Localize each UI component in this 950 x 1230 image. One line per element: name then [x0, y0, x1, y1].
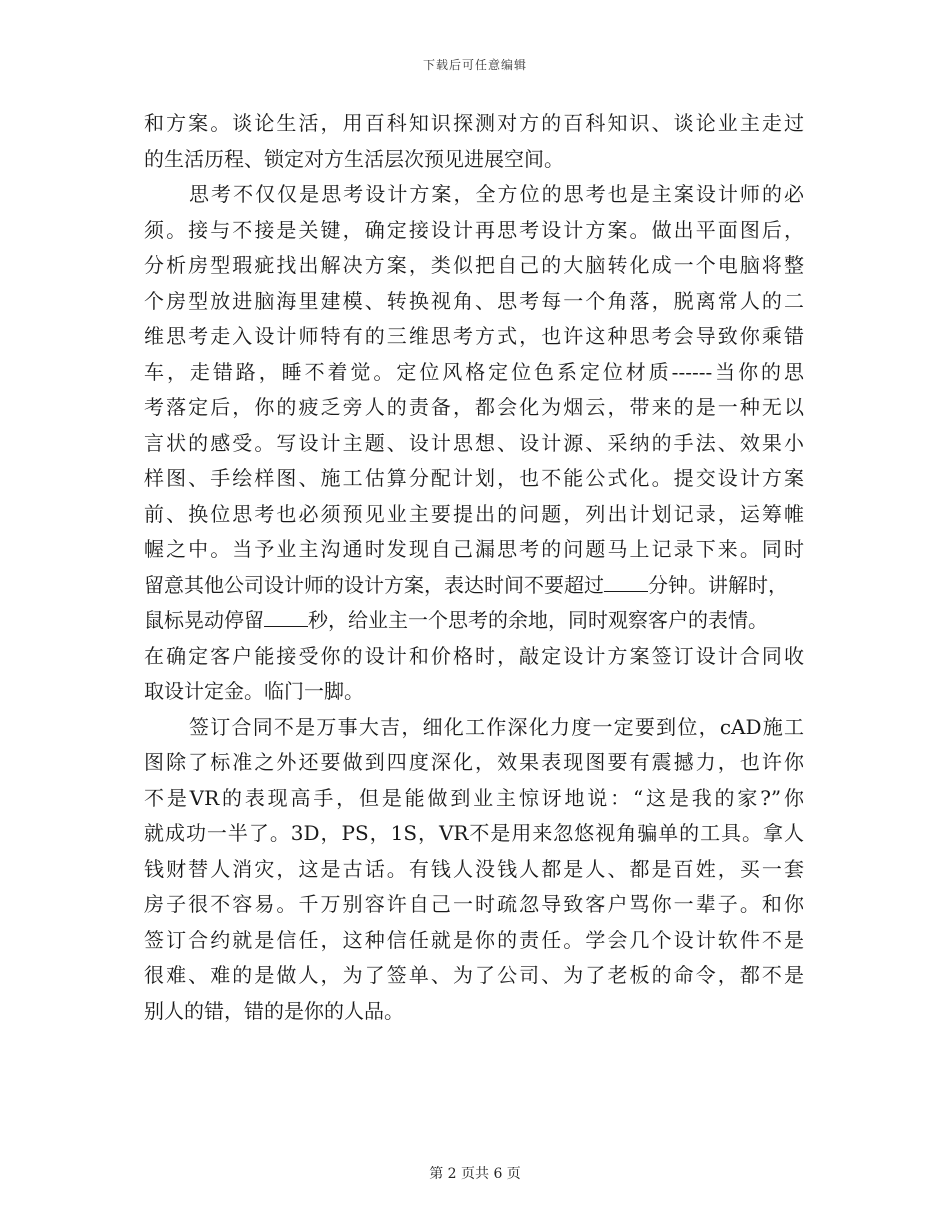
text-line — [144, 568, 804, 604]
text-segment: 分钟。讲解时， — [648, 572, 788, 597]
text-line: 钱财替人消灾，这是古话。有钱人没钱人都是人、都是百姓，买一套 — [144, 856, 804, 881]
paragraph — [144, 177, 804, 710]
text-line: 不是VR的表现高手，但是能做到业主惊讶地说：“这是我的家?”你 — [144, 785, 804, 810]
fill-in-blank — [264, 608, 308, 627]
page-footer: 第 2 页共 6 页 — [429, 1166, 521, 1182]
text-line: 考落定后，你的疲乏旁人的责备，都会化为烟云，带来的是一种无以 — [144, 395, 804, 419]
paragraph — [144, 710, 804, 1030]
page-header: 下载后可任意编辑 — [422, 58, 527, 72]
text-line: 和方案。谈论生活，用百科知识探测对方的百科知识、谈论业主走过 — [144, 111, 804, 135]
text-line: 幄之中。当予业主沟通时发现自己漏思考的问题马上记录下来。同时 — [144, 537, 804, 561]
text-line: 房子很不容易。千万别容许自己一时疏忽导致客户骂你一辈子。和你 — [144, 892, 804, 916]
text-segment: 留意其他公司设计师的设计方案，表达时间不要超过 — [144, 572, 604, 597]
text-line: 个房型放进脑海里建模、转换视角、思考每一个角落，脱离常人的二 — [144, 288, 804, 313]
text-line — [144, 603, 804, 639]
text-line: 就成功一半了。3D，PS，1S，VR不是用来忽悠视角骗单的工具。拿人 — [144, 821, 804, 845]
text-segment: 鼠标晃动停留 — [144, 608, 264, 632]
text-line: 签订合约就是信任，这种信任就是你的责任。学会几个设计软件不是 — [144, 927, 804, 952]
text-line: 取设计定金。临门一脚。 — [144, 679, 364, 703]
text-line: 样图、手绘样图、施工估算分配计划，也不能公式化。提交设计方案 — [144, 466, 804, 490]
paragraph — [144, 106, 804, 177]
text-line: 在确定客户能接受你的设计和价格时，敲定设计方案签订设计合同收 — [144, 643, 804, 668]
text-line: 言状的感受。写设计主题、设计思想、设计源、采纳的手法、效果小 — [144, 430, 804, 455]
text-line: 的生活历程、锁定对方生活层次预见进展空间。 — [144, 146, 564, 171]
fill-in-blank — [604, 573, 648, 592]
text-line: 图除了标准之外还要做到四度深化，效果表现图要有震撼力，也许你 — [144, 750, 804, 774]
text-line: 维思考走入设计师特有的三维思考方式，也许这种思考会导致你乘错 — [144, 324, 804, 348]
text-line: 很难、难的是做人，为了签单、为了公司、为了老板的命令，都不是 — [144, 963, 804, 987]
text-segment: 秒，给业主一个思考的余地，同时观察客户的表情。 — [308, 608, 768, 632]
text-line: 思考不仅仅是思考设计方案，全方位的思考也是主案设计师的必 — [189, 182, 804, 206]
text-line: 签订合同不是万事大吉，细化工作深化力度一定要到位，cAD施工 — [189, 714, 804, 739]
text-line: 前、换位思考也必须预见业主要提出的问题，列出计划记录，运筹帷 — [144, 501, 804, 526]
text-line: 车，走错路，睡不着觉。定位风格定位色系定位材质------当你的思 — [144, 359, 804, 384]
text-line: 别人的错，错的是你的人品。 — [144, 998, 404, 1023]
document-body — [144, 106, 804, 1029]
text-line: 分析房型瑕疵找出解决方案，类似把自己的大脑转化成一个电脑将整 — [144, 253, 804, 277]
text-line: 须。接与不接是关键，确定接设计再思考设计方案。做出平面图后， — [144, 217, 804, 242]
